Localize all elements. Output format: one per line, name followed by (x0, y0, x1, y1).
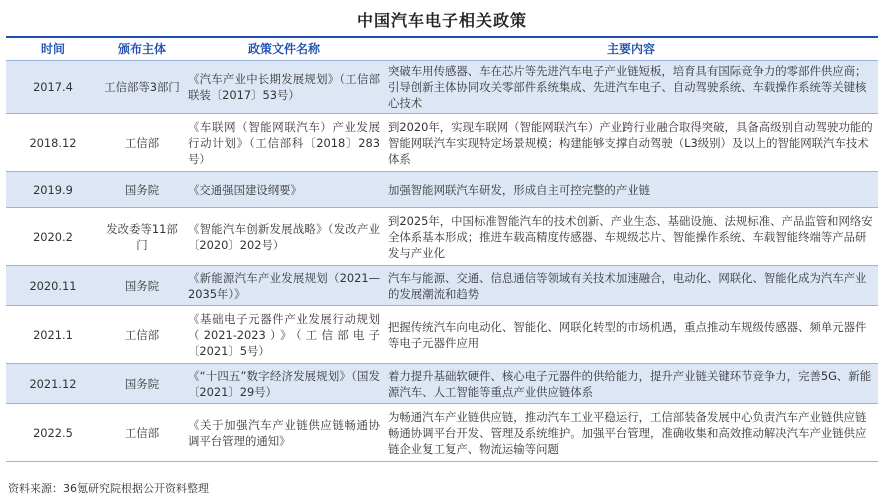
table-row (6, 404, 878, 462)
table-row (6, 364, 878, 404)
row-issuer: 工信部 (100, 114, 184, 172)
row-time: 2020.2 (6, 208, 100, 266)
row-content: 到2020年，实现车联网（智能网联汽车）产业跨行业融合取得突破，具备高级别自动驾驶功能的智能网联汽车实现特定场景规模；构建能够支撑自动驾驶（L3级别）及以上的智能网联汽车技术体系 (384, 114, 878, 172)
row-document: 《关于加强汽车产业链供应链畅通协调平台管理的通知》 (184, 404, 384, 462)
row-issuer: 发改委等11部门 (100, 208, 184, 266)
row-content: 到2025年，中国标准智能汽车的技术创新、产业生态、基础设施、法规标准、产品监管和网络安全体系基本形成；推进车载高精度传感器、车规级芯片、智能操作系统、车载智能终端等产品研发与产业化 (384, 208, 878, 266)
table-row (6, 114, 878, 172)
row-document: 《新能源汽车产业发展规划（2021—2035年）》 (184, 266, 384, 306)
row-document: 《基础电子元器件产业发展行动规划（2021-2023）》（工信部电子〔2021〕5号） (184, 306, 384, 364)
row-content: 着力提升基础软硬件、核心电子元器件的供给能力，提升产业链关键环节竞争力，完善5G、新能源汽车、人工智能等重点产业供应链体系 (384, 364, 878, 404)
source-note: 资料来源：36氪研究院根据公开资料整理 (8, 482, 209, 495)
row-issuer: 工信部 (100, 404, 184, 462)
row-content: 加强智能网联汽车研发，形成自主可控完整的产业链 (384, 172, 878, 208)
row-issuer: 国务院 (100, 364, 184, 404)
row-content: 汽车与能源、交通、信息通信等领域有关技术加速融合，电动化、网联化、智能化成为汽车产业的发展潮流和趋势 (384, 266, 878, 306)
table-row (6, 306, 878, 364)
row-issuer: 工信部 (100, 306, 184, 364)
row-issuer: 国务院 (100, 172, 184, 208)
row-issuer: 工信部等3部门 (100, 61, 184, 114)
header-document: 政策文件名称 (184, 37, 384, 61)
table-row (6, 208, 878, 266)
table-header-row (6, 37, 878, 61)
row-time: 2018.12 (6, 114, 100, 172)
row-issuer: 国务院 (100, 266, 184, 306)
page-title: 中国汽车电子相关政策 (356, 11, 527, 30)
header-issuer: 颁布主体 (100, 37, 184, 61)
row-time: 2019.9 (6, 172, 100, 208)
header-time: 时间 (6, 37, 100, 61)
policy-table (6, 36, 878, 462)
row-time: 2017.4 (6, 61, 100, 114)
row-content: 突破车用传感器、车在芯片等先进汽车电子产业链短板，培育具有国际竞争力的零部件供应商；引导创新主体协同攻关零部件系统集成、先进汽车电子、自动驾驶系统、车载操作系统等关键核心技术 (384, 61, 878, 114)
row-document: 《智能汽车创新发展战略》（发改产业〔2020〕202号） (184, 208, 384, 266)
row-time: 2020.11 (6, 266, 100, 306)
table-row (6, 172, 878, 208)
row-time: 2021.1 (6, 306, 100, 364)
row-time: 2021.12 (6, 364, 100, 404)
header-content: 主要内容 (384, 37, 878, 61)
row-content: 为畅通汽车产业链供应链，推动汽车工业平稳运行，工信部装备发展中心负责汽车产业链供应链畅通协调平台开发、管理及系统维护。加强平台管理，准确收集和高效推动解决汽车产业链供应链企业复工复产、物流运输等问题 (384, 404, 878, 462)
table-row (6, 61, 878, 114)
row-document: 《“十四五”数字经济发展规划》（国发〔2021〕29号） (184, 364, 384, 404)
row-time: 2022.5 (6, 404, 100, 462)
row-document: 《汽车产业中长期发展规划》（工信部联装〔2017〕53号） (184, 61, 384, 114)
row-content: 把握传统汽车向电动化、智能化、网联化转型的市场机遇，重点推动车规级传感器、频单元器件等电子元器件应用 (384, 306, 878, 364)
table-row (6, 266, 878, 306)
row-document: 《交通强国建设纲要》 (184, 172, 384, 208)
row-document: 《车联网（智能网联汽车）产业发展行动计划》（工信部科〔2018〕283号） (184, 114, 384, 172)
